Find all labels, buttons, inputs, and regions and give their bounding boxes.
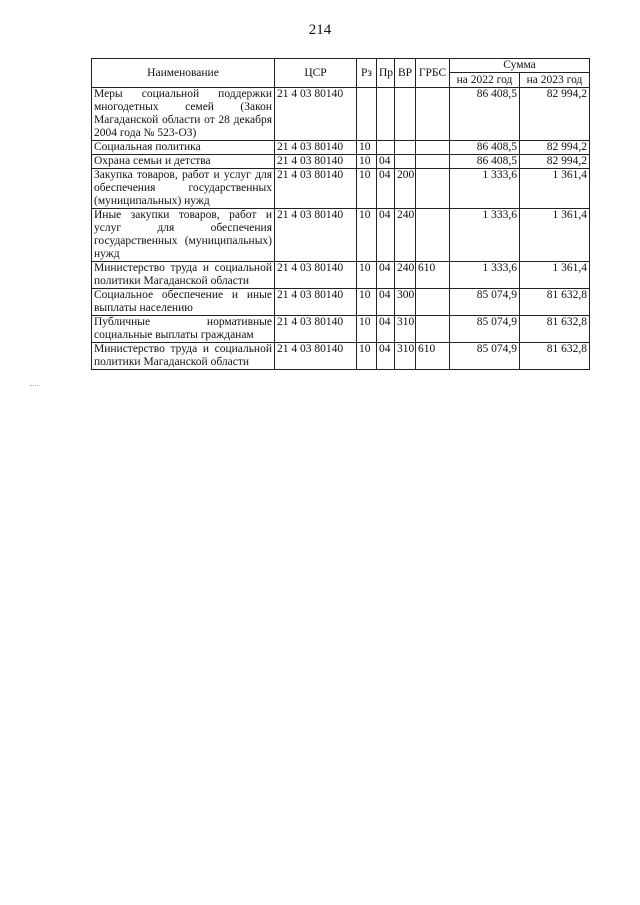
header-csr: ЦСР [275,59,357,88]
row-grbs [416,209,450,262]
table-row [92,88,590,141]
row-vr: 240 [395,209,416,262]
row-grbs: 610 [416,262,450,289]
row-grbs [416,169,450,209]
row-sum-2023: 1 361,4 [520,209,590,262]
row-name: Закупка товаров, работ и услуг для обеспечения государственных (муниципальных) нужд [92,169,275,209]
header-rz: Рз [357,59,377,88]
row-sum-2023: 81 632,8 [520,316,590,343]
row-rz: 10 [357,141,377,155]
row-rz: 10 [357,209,377,262]
row-pr [377,141,395,155]
row-rz [357,88,377,141]
page-number: 214 [308,22,332,38]
row-csr: 21 4 03 80140 [275,155,357,169]
row-rz: 10 [357,316,377,343]
header-vr: ВР [395,59,416,88]
row-grbs [416,88,450,141]
row-sum-2022: 86 408,5 [450,88,520,141]
row-name: Публичные нормативные социальные выплаты гражданам [92,316,275,343]
row-sum-2022: 1 333,6 [450,209,520,262]
table-row [92,316,590,343]
row-sum-2022: 86 408,5 [450,141,520,155]
row-rz: 10 [357,343,377,370]
row-csr: 21 4 03 80140 [275,88,357,141]
row-vr: 300 [395,289,416,316]
row-vr [395,88,416,141]
table-row [92,209,590,262]
row-rz: 10 [357,262,377,289]
row-grbs: 610 [416,343,450,370]
row-csr: 21 4 03 80140 [275,343,357,370]
row-pr: 04 [377,155,395,169]
row-sum-2023: 1 361,4 [520,169,590,209]
row-sum-2022: 85 074,9 [450,343,520,370]
row-rz: 10 [357,155,377,169]
row-vr: 310 [395,316,416,343]
row-csr: 21 4 03 80140 [275,209,357,262]
row-vr: 310 [395,343,416,370]
row-sum-2022: 1 333,6 [450,262,520,289]
header-year-2022: на 2022 год [450,73,520,88]
row-pr: 04 [377,169,395,209]
row-csr: 21 4 03 80140 [275,316,357,343]
row-sum-2023: 81 632,8 [520,343,590,370]
row-vr: 240 [395,262,416,289]
row-pr: 04 [377,289,395,316]
header-pr: Пр [377,59,395,88]
row-csr: 21 4 03 80140 [275,289,357,316]
row-sum-2023: 1 361,4 [520,262,590,289]
row-pr [377,88,395,141]
row-grbs [416,155,450,169]
row-grbs [416,141,450,155]
row-rz: 10 [357,169,377,209]
row-sum-2022: 85 074,9 [450,289,520,316]
row-csr: 21 4 03 80140 [275,262,357,289]
row-sum-2023: 82 994,2 [520,88,590,141]
budget-table [91,58,590,370]
table-row [92,343,590,370]
row-name: Министерство труда и социальной политики Магаданской области [92,262,275,289]
row-name: Министерство труда и социальной политики Магаданской области [92,343,275,370]
row-name: Охрана семьи и детства [92,155,275,169]
table-row [92,262,590,289]
row-sum-2022: 86 408,5 [450,155,520,169]
row-pr: 04 [377,316,395,343]
table-row [92,141,590,155]
row-pr: 04 [377,209,395,262]
row-sum-2022: 85 074,9 [450,316,520,343]
row-pr: 04 [377,262,395,289]
row-grbs [416,316,450,343]
header-name: Наименование [92,59,275,88]
row-sum-2022: 1 333,6 [450,169,520,209]
row-rz: 10 [357,289,377,316]
row-sum-2023: 81 632,8 [520,289,590,316]
row-vr: 200 [395,169,416,209]
scan-edge-mark [30,385,40,386]
header-year-2023: на 2023 год [520,73,590,88]
table-row [92,155,590,169]
row-pr: 04 [377,343,395,370]
row-grbs [416,289,450,316]
header-grbs: ГРБС [416,59,450,88]
header-sum: Сумма [450,59,590,73]
table-row [92,169,590,209]
row-sum-2023: 82 994,2 [520,141,590,155]
row-csr: 21 4 03 80140 [275,141,357,155]
row-vr [395,155,416,169]
row-sum-2023: 82 994,2 [520,155,590,169]
row-csr: 21 4 03 80140 [275,169,357,209]
table-row [92,289,590,316]
row-vr [395,141,416,155]
row-name: Социальное обеспечение и иные выплаты населению [92,289,275,316]
row-name: Иные закупки товаров, работ и услуг для обеспечения государственных (муниципальных) нужд [92,209,275,262]
row-name: Меры социальной поддержки многодетных семей (Закон Магаданской области от 28 декабря 2004 года № 523-ОЗ) [92,88,275,141]
row-name: Социальная политика [92,141,275,155]
